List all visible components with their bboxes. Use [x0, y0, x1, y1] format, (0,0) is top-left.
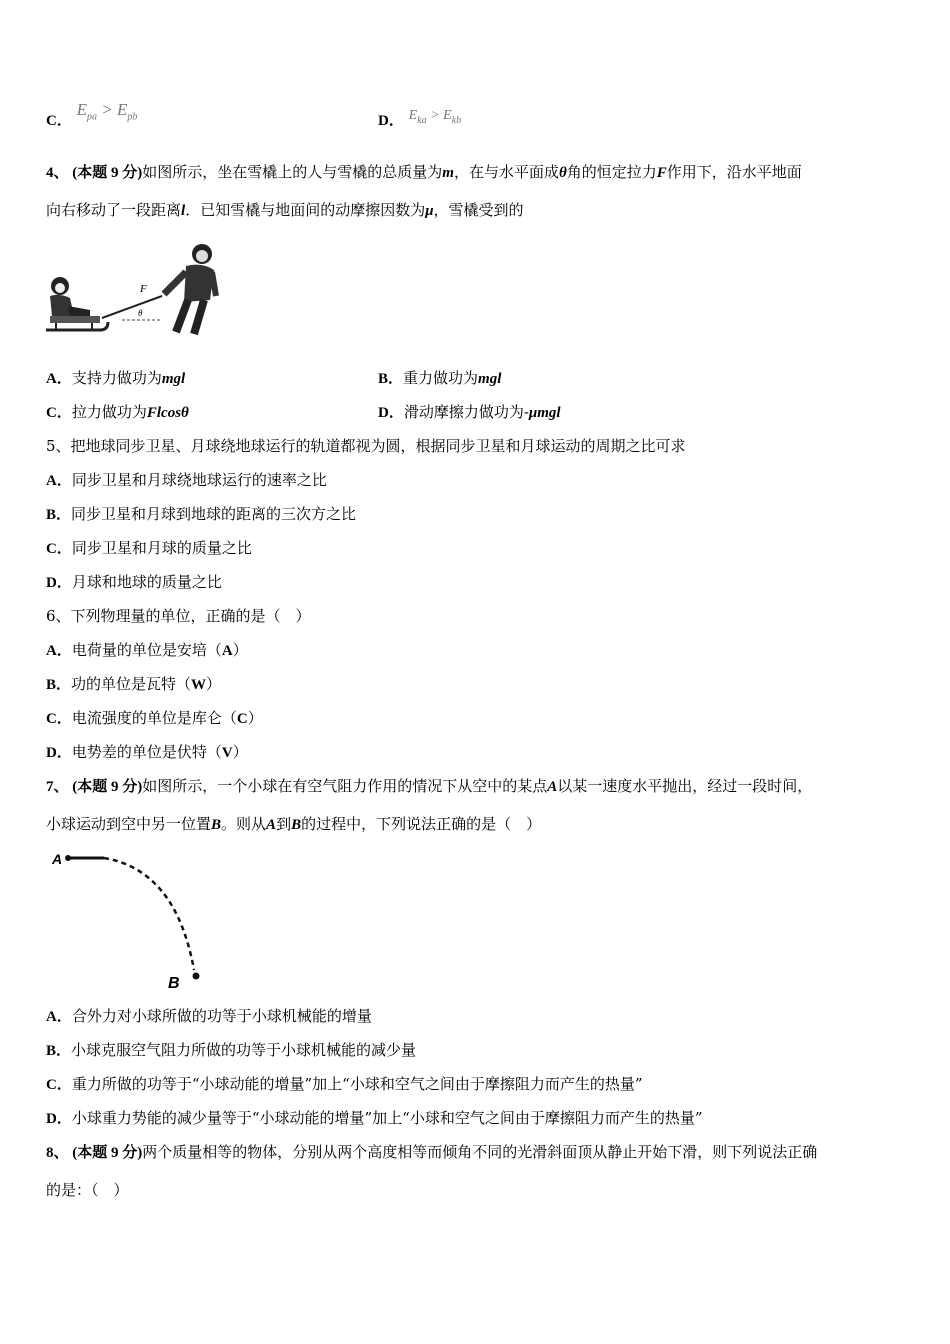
q4-stem-line2: 向右移动了一段距离l．已知雪橇与地面间的动摩擦因数为μ，雪橇受到的 [46, 201, 524, 219]
q6-option-d: D．电势差的单位是伏特（V） [46, 743, 248, 761]
q7-stem-line2: 小球运动到空中另一位置B。则从A到B的过程中，下列说法正确的是（ ） [46, 815, 542, 833]
q4-stem-line1: 4、 (本题 9 分)如图所示，坐在雪橇上的人与雪橇的总质量为m，在与水平面成θ角的恒定拉力F作用下，沿水平地面 [46, 163, 802, 181]
q6-option-b: B．功的单位是瓦特（W） [46, 675, 222, 693]
q4-option-d: D．滑动摩擦力做功为-μmgl [378, 403, 561, 421]
q4-option-a: A．支持力做功为mgl [46, 369, 186, 387]
option-label: C． [46, 113, 72, 129]
q5-option-b: B．同步卫星和月球到地球的距离的三次方之比 [46, 505, 357, 523]
q6-stem: 6、下列物理量的单位，正确的是（ ） [46, 607, 311, 625]
sled-figure [44, 238, 224, 338]
q7-option-b: B．小球克服空气阻力所做的功等于小球机械能的减少量 [46, 1041, 417, 1059]
q7-option-a: A．合外力对小球所做的功等于小球机械能的增量 [46, 1007, 372, 1025]
q7-stem-line1: 7、 (本题 9 分)如图所示，一个小球在有空气阻力作用的情况下从空中的某点A以某一速度水平抛出，经过一段时间， [46, 777, 813, 795]
q5-option-a: A．同步卫星和月球绕地球运行的速率之比 [46, 471, 327, 489]
trajectory-figure [48, 846, 208, 992]
q7-option-c: C．重力所做的功等于“小球动能的增量”加上“小球和空气之间由于摩擦阻力而产生的热量” [46, 1075, 643, 1093]
q4-option-c: C．拉力做功为Flcosθ [46, 403, 189, 421]
formula: $E_{ka} > E_{kb}$ [408, 108, 462, 126]
q4-option-b: B．重力做功为mgl [378, 369, 502, 387]
q6-option-a: A．电荷量的单位是安培（A） [46, 641, 248, 659]
point-a-label: A [52, 851, 63, 867]
q3-option-c [46, 100, 138, 137]
q8-stem-line2: 的是：（ ） [46, 1181, 129, 1199]
q8-stem-line1: 8、 (本题 9 分)两个质量相等的物体，分别从两个高度相等而倾角不同的光滑斜面顶从静止开始下滑，则下列说法正确 [46, 1143, 818, 1161]
formula: $E_{pa} > E_{pb}$ [76, 100, 138, 123]
q5-stem: 5、把地球同步卫星、月球绕地球运行的轨道都视为圆，根据同步卫星和月球运动的周期之比可求 [46, 437, 686, 455]
point-b-label: B [168, 975, 180, 992]
option-label: D． [378, 113, 404, 129]
q6-option-c: C．电流强度的单位是库仑（C） [46, 709, 263, 727]
q3-option-d [378, 110, 461, 137]
q5-option-d: D．月球和地球的质量之比 [46, 573, 222, 591]
angle-label: θ [138, 308, 143, 318]
q5-option-c: C．同步卫星和月球的质量之比 [46, 539, 252, 557]
force-label: F [140, 283, 147, 295]
q7-option-d: D．小球重力势能的减少量等于“小球动能的增量”加上“小球和空气之间由于摩擦阻力而产生的热量” [46, 1109, 703, 1127]
